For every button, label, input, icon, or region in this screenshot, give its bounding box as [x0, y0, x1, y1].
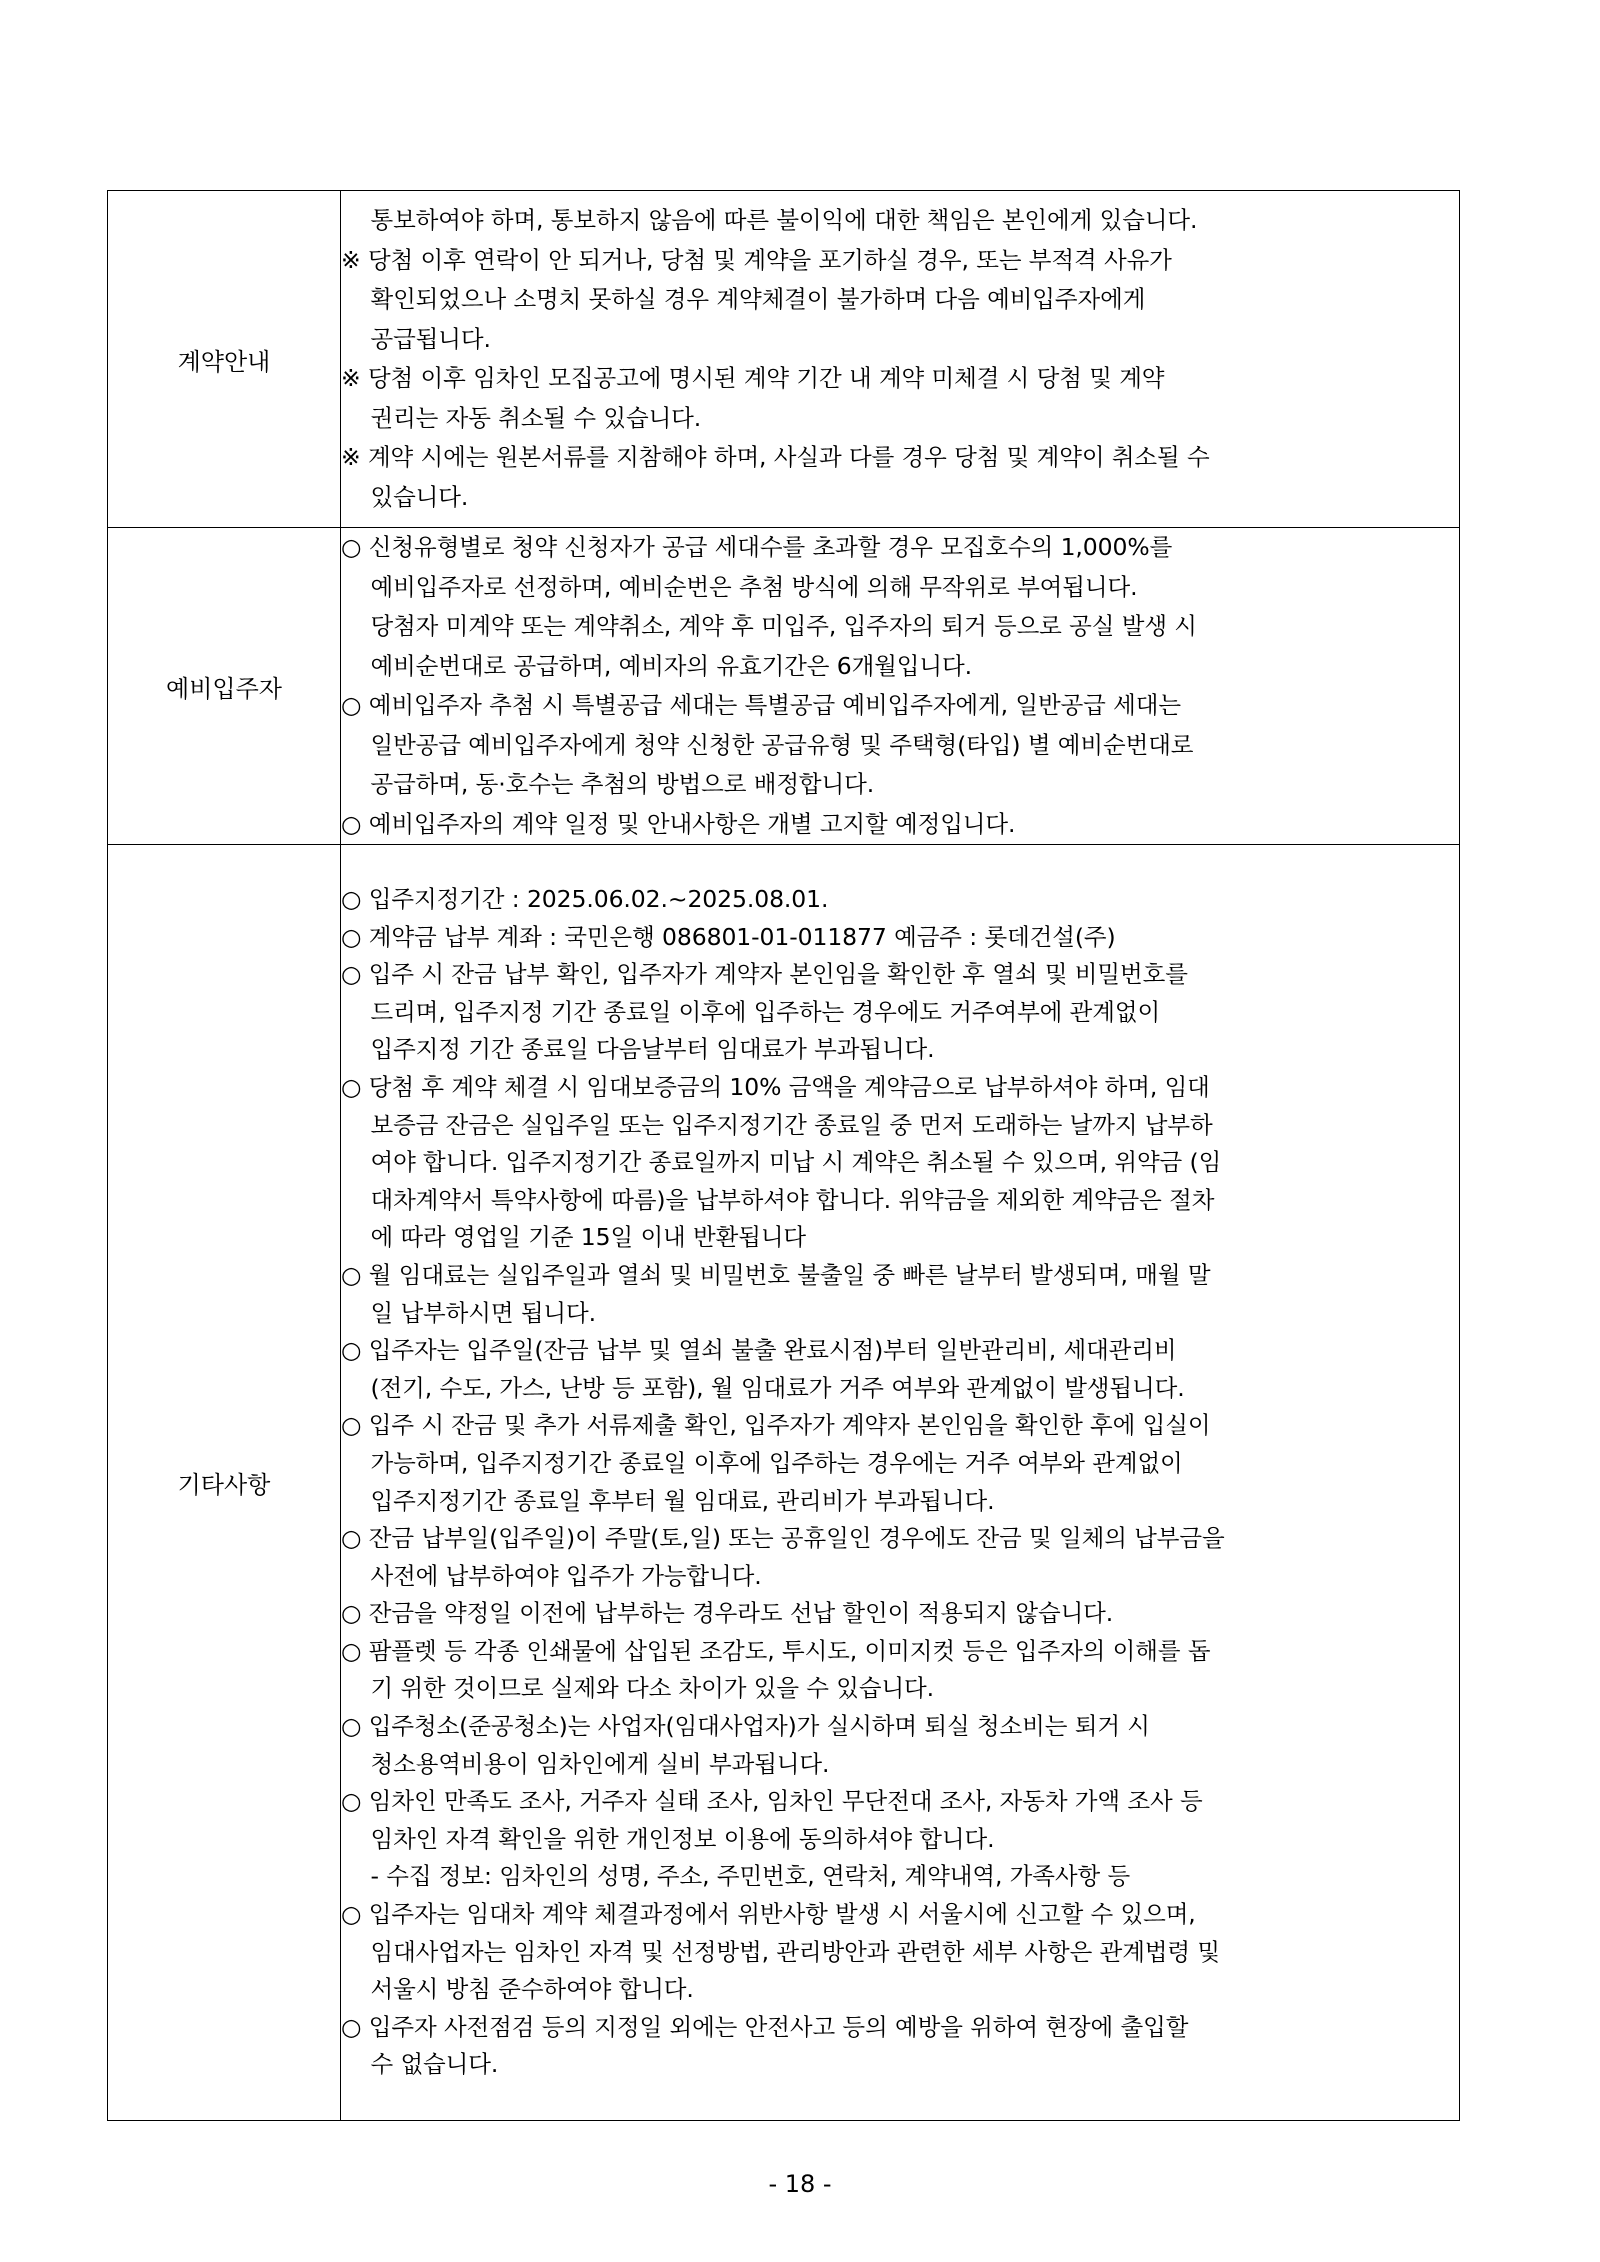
- etc-line: ○ 잔금을 약정일 이전에 납부하는 경우라도 선납 할인이 적용되지 않습니다.: [341, 1599, 1114, 1628]
- contract-row: [108, 191, 1460, 528]
- etc-line: 보증금 잔금은 실입주일 또는 입주지정기간 종료일 중 먼저 도래하는 날까지 납부하: [341, 1110, 1213, 1139]
- etc-line: 수 없습니다.: [341, 2050, 499, 2079]
- reserve-label: 예비입주자: [108, 528, 341, 845]
- etc-line: ○ 입주자는 임대차 계약 체결과정에서 위반사항 발생 시 서울시에 신고할 수 있으며,: [341, 1900, 1196, 1929]
- etc-line: ○ 입주 시 잔금 및 추가 서류제출 확인, 입주자가 계약자 본인임을 확인한 후에 입실이: [341, 1411, 1211, 1440]
- etc-line: ○ 월 임대료는 실입주일과 열쇠 및 비밀번호 불출일 중 빠른 날부터 발생되며, 매월 말: [341, 1260, 1211, 1289]
- contract-line: ※ 당첨 이후 연락이 안 되거나, 당첨 및 계약을 포기하실 경우, 또는 부적격 사유가: [341, 245, 1172, 274]
- reserve-content: [341, 528, 1460, 845]
- reserve-line: 예비입주자로 선정하며, 예비순번은 추첨 방식에 의해 무작위로 부여됩니다.: [341, 572, 1138, 601]
- contract-line: ※ 당첨 이후 임차인 모집공고에 명시된 계약 기간 내 계약 미체결 시 당첨 및 계약: [341, 364, 1165, 392]
- etc-line: ○ 임차인 만족도 조사, 거주자 실태 조사, 임차인 무단전대 조사, 자동차 가액 조사 등: [341, 1787, 1203, 1816]
- etc-line: ○ 계약금 납부 계좌 : 국민은행 086801-01-011877 예금주 : 롯데건설(주): [341, 922, 1116, 951]
- reserve-line: 당첨자 미계약 또는 계약취소, 계약 후 미입주, 입주자의 퇴거 등으로 공실 발생 시: [341, 612, 1197, 640]
- etc-line: 사전에 납부하여야 입주가 가능합니다.: [341, 1561, 762, 1590]
- etc-line: ○ 입주청소(준공청소)는 사업자(임대사업자)가 실시하며 퇴실 청소비는 퇴거 시: [341, 1712, 1150, 1741]
- etc-line: ○ 팜플렛 등 각종 인쇄물에 삽입된 조감도, 투시도, 이미지컷 등은 입주자의 이해를 돕: [341, 1636, 1211, 1665]
- etc-line: 청소용역비용이 임차인에게 실비 부과됩니다.: [341, 1749, 830, 1778]
- etc-line: ○ 입주자는 입주일(잔금 납부 및 열쇠 불출 완료시점)부터 일반관리비, 세대관리비: [341, 1336, 1177, 1365]
- etc-line: ○ 입주지정기간 : 2025.06.02.~2025.08.01.: [341, 885, 829, 913]
- etc-row: [108, 845, 1460, 2121]
- etc-line: 에 따라 영업일 기준 15일 이내 반환됩니다: [341, 1223, 807, 1252]
- reserve-line: ○ 신청유형별로 청약 신청자가 공급 세대수를 초과할 경우 모집호수의 1,000%를: [341, 533, 1173, 561]
- etc-line: 드리며, 입주지정 기간 종료일 이후에 입주하는 경우에도 거주여부에 관계없이: [341, 997, 1161, 1026]
- reserve-line: 일반공급 예비입주자에게 청약 신청한 공급유형 및 주택형(타입) 별 예비순번대로: [341, 730, 1194, 759]
- notice-table: [107, 190, 1460, 2121]
- etc-content: [341, 845, 1460, 2121]
- etc-label: 기타사항: [108, 845, 341, 2121]
- spacer: [341, 845, 1459, 881]
- etc-line: ○ 입주자 사전점검 등의 지정일 외에는 안전사고 등의 예방을 위하여 현장에 출입할: [341, 2012, 1189, 2041]
- etc-line: 기 위한 것이므로 실제와 다소 차이가 있을 수 있습니다.: [341, 1674, 935, 1703]
- contract-line: 권리는 자동 취소될 수 있습니다.: [341, 403, 702, 432]
- contract-line: 통보하여야 하며, 통보하지 않음에 따른 불이익에 대한 책임은 본인에게 있습니다.: [341, 206, 1198, 234]
- contract-line: ※ 계약 시에는 원본서류를 지참해야 하며, 사실과 다를 경우 당첨 및 계약이 취소될 수: [341, 443, 1210, 471]
- etc-line: 입주지정기간 종료일 후부터 월 임대료, 관리비가 부과됩니다.: [341, 1486, 995, 1515]
- etc-line: 여야 합니다. 입주지정기간 종료일까지 미납 시 계약은 취소될 수 있으며, 위약금 (임: [341, 1148, 1222, 1177]
- etc-line: 대차계약서 특약사항에 따름)을 납부하셔야 합니다. 위약금을 제외한 계약금은 절차: [341, 1185, 1215, 1214]
- etc-line: ○ 당첨 후 계약 체결 시 임대보증금의 10% 금액을 계약금으로 납부하셔야 하며, 임대: [341, 1072, 1210, 1101]
- contract-line: 공급됩니다.: [341, 324, 491, 353]
- etc-line: 임대사업자는 임차인 자격 및 선정방법, 관리방안과 관련한 세부 사항은 관계법령 및: [341, 1937, 1220, 1966]
- etc-line: 임차인 자격 확인을 위한 개인정보 이용에 동의하셔야 합니다.: [341, 1824, 995, 1853]
- reserve-line: ○ 예비입주자의 계약 일정 및 안내사항은 개별 고지할 예정입니다.: [341, 809, 1016, 838]
- reserve-line: ○ 예비입주자 추첨 시 특별공급 세대는 특별공급 예비입주자에게, 일반공급 세대는: [341, 691, 1181, 719]
- page-number: - 18 -: [768, 2170, 832, 2198]
- etc-line: (전기, 수도, 가스, 난방 등 포함), 월 임대료가 거주 여부와 관계없이 발생됩니다.: [341, 1373, 1185, 1402]
- contract-line: 확인되었으나 소명치 못하실 경우 계약체결이 불가하며 다음 예비입주자에게: [341, 285, 1146, 313]
- etc-line: ○ 잔금 납부일(입주일)이 주말(토,일) 또는 공휴일인 경우에도 잔금 및 일체의 납부금을: [341, 1524, 1225, 1553]
- etc-line: 입주지정 기간 종료일 다음날부터 임대료가 부과됩니다.: [341, 1035, 935, 1064]
- reserve-line: 예비순번대로 공급하며, 예비자의 유효기간은 6개월입니다.: [341, 651, 972, 680]
- reserve-line: 공급하며, 동·호수는 추첨의 방법으로 배정합니다.: [341, 770, 875, 798]
- contract-content: [341, 191, 1460, 528]
- etc-line: 서울시 방침 준수하여야 합니다.: [341, 1975, 694, 2004]
- reserve-row: [108, 528, 1460, 845]
- contract-label: 계약안내: [108, 191, 341, 528]
- contract-line: 있습니다.: [341, 482, 469, 511]
- etc-line: ○ 입주 시 잔금 납부 확인, 입주자가 계약자 본인임을 확인한 후 열쇠 및 비밀번호를: [341, 960, 1188, 989]
- etc-line: 일 납부하시면 됩니다.: [341, 1298, 596, 1327]
- etc-line: - 수집 정보: 임차인의 성명, 주소, 주민번호, 연락처, 계약내역, 가족사항 등: [341, 1862, 1131, 1891]
- etc-line: 가능하며, 입주지정기간 종료일 이후에 입주하는 경우에는 거주 여부와 관계없이: [341, 1448, 1183, 1477]
